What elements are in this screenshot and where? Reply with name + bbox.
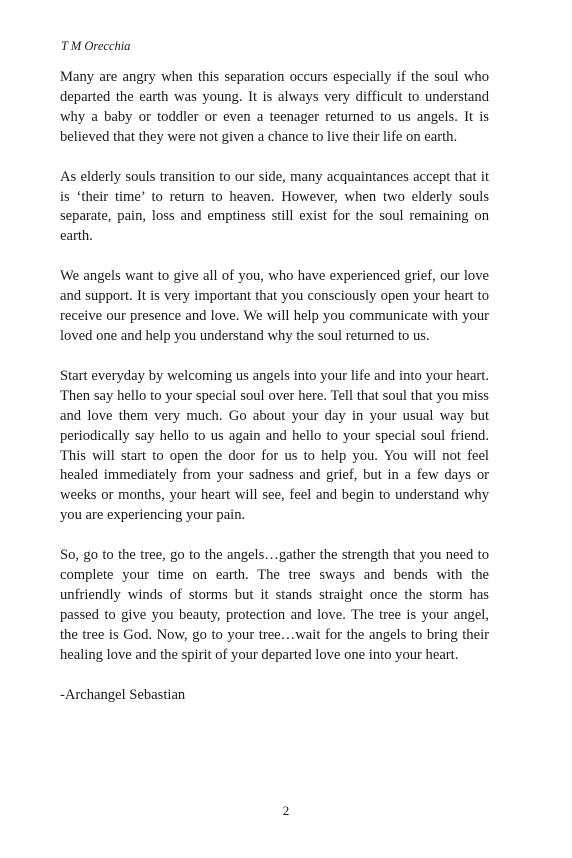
paragraph-2: As elderly souls transition to our side, many acquaintances accept that it is ‘their time’ to return to heaven. However, when two elderly souls separate, pain, loss and emptiness still exist for the soul remaining on earth. — [60, 168, 489, 245]
paragraph-3: We angels want to give all of you, who have experienced grief, our love and support. It is very important that you consciously open your heart to receive our presence and love. We will help you communicate with your loved one and help you understand why the soul returned to us. — [60, 268, 489, 344]
paragraph-1: Many are angry when this separation occurs especially if the soul who departed the earth was young. It is always very difficult to understand why a baby or toddler or even a teenager returned to us angels. It is believed that they were not given a chance to live their life on earth. — [60, 69, 489, 145]
paragraph-4: Start everyday by welcoming us angels into your life and into your heart. Then say hello to your special soul over here. Tell that soul that you miss and love them very much. Go about your day in your usual way but periodically say hello to us again and hello to your special soul friend. This will start to open the door for us to help you. You will not feel healed immediately from your sadness and grief, but in a few days or weeks or months, your heart will see, feel and begin to understand why you are experiencing your pain. — [60, 367, 489, 524]
page-number: 2 — [282, 803, 290, 818]
paragraph-5: So, go to the tree, go to the angels…gather the strength that you need to complete your time on earth. The tree sways and bends with the unfriendly winds of storms but it stands straight once the storm has passed to give you beauty, protection and love. The tree is your angel, the tree is God. Now, go to your tree…wait for the angels to bring their healing love and the spirit of your departed love one into your heart. — [60, 547, 489, 663]
signature: -Archangel Sebastian — [60, 686, 186, 703]
body-text — [60, 68, 489, 725]
running-head-author: T M Orecchia — [61, 39, 131, 53]
